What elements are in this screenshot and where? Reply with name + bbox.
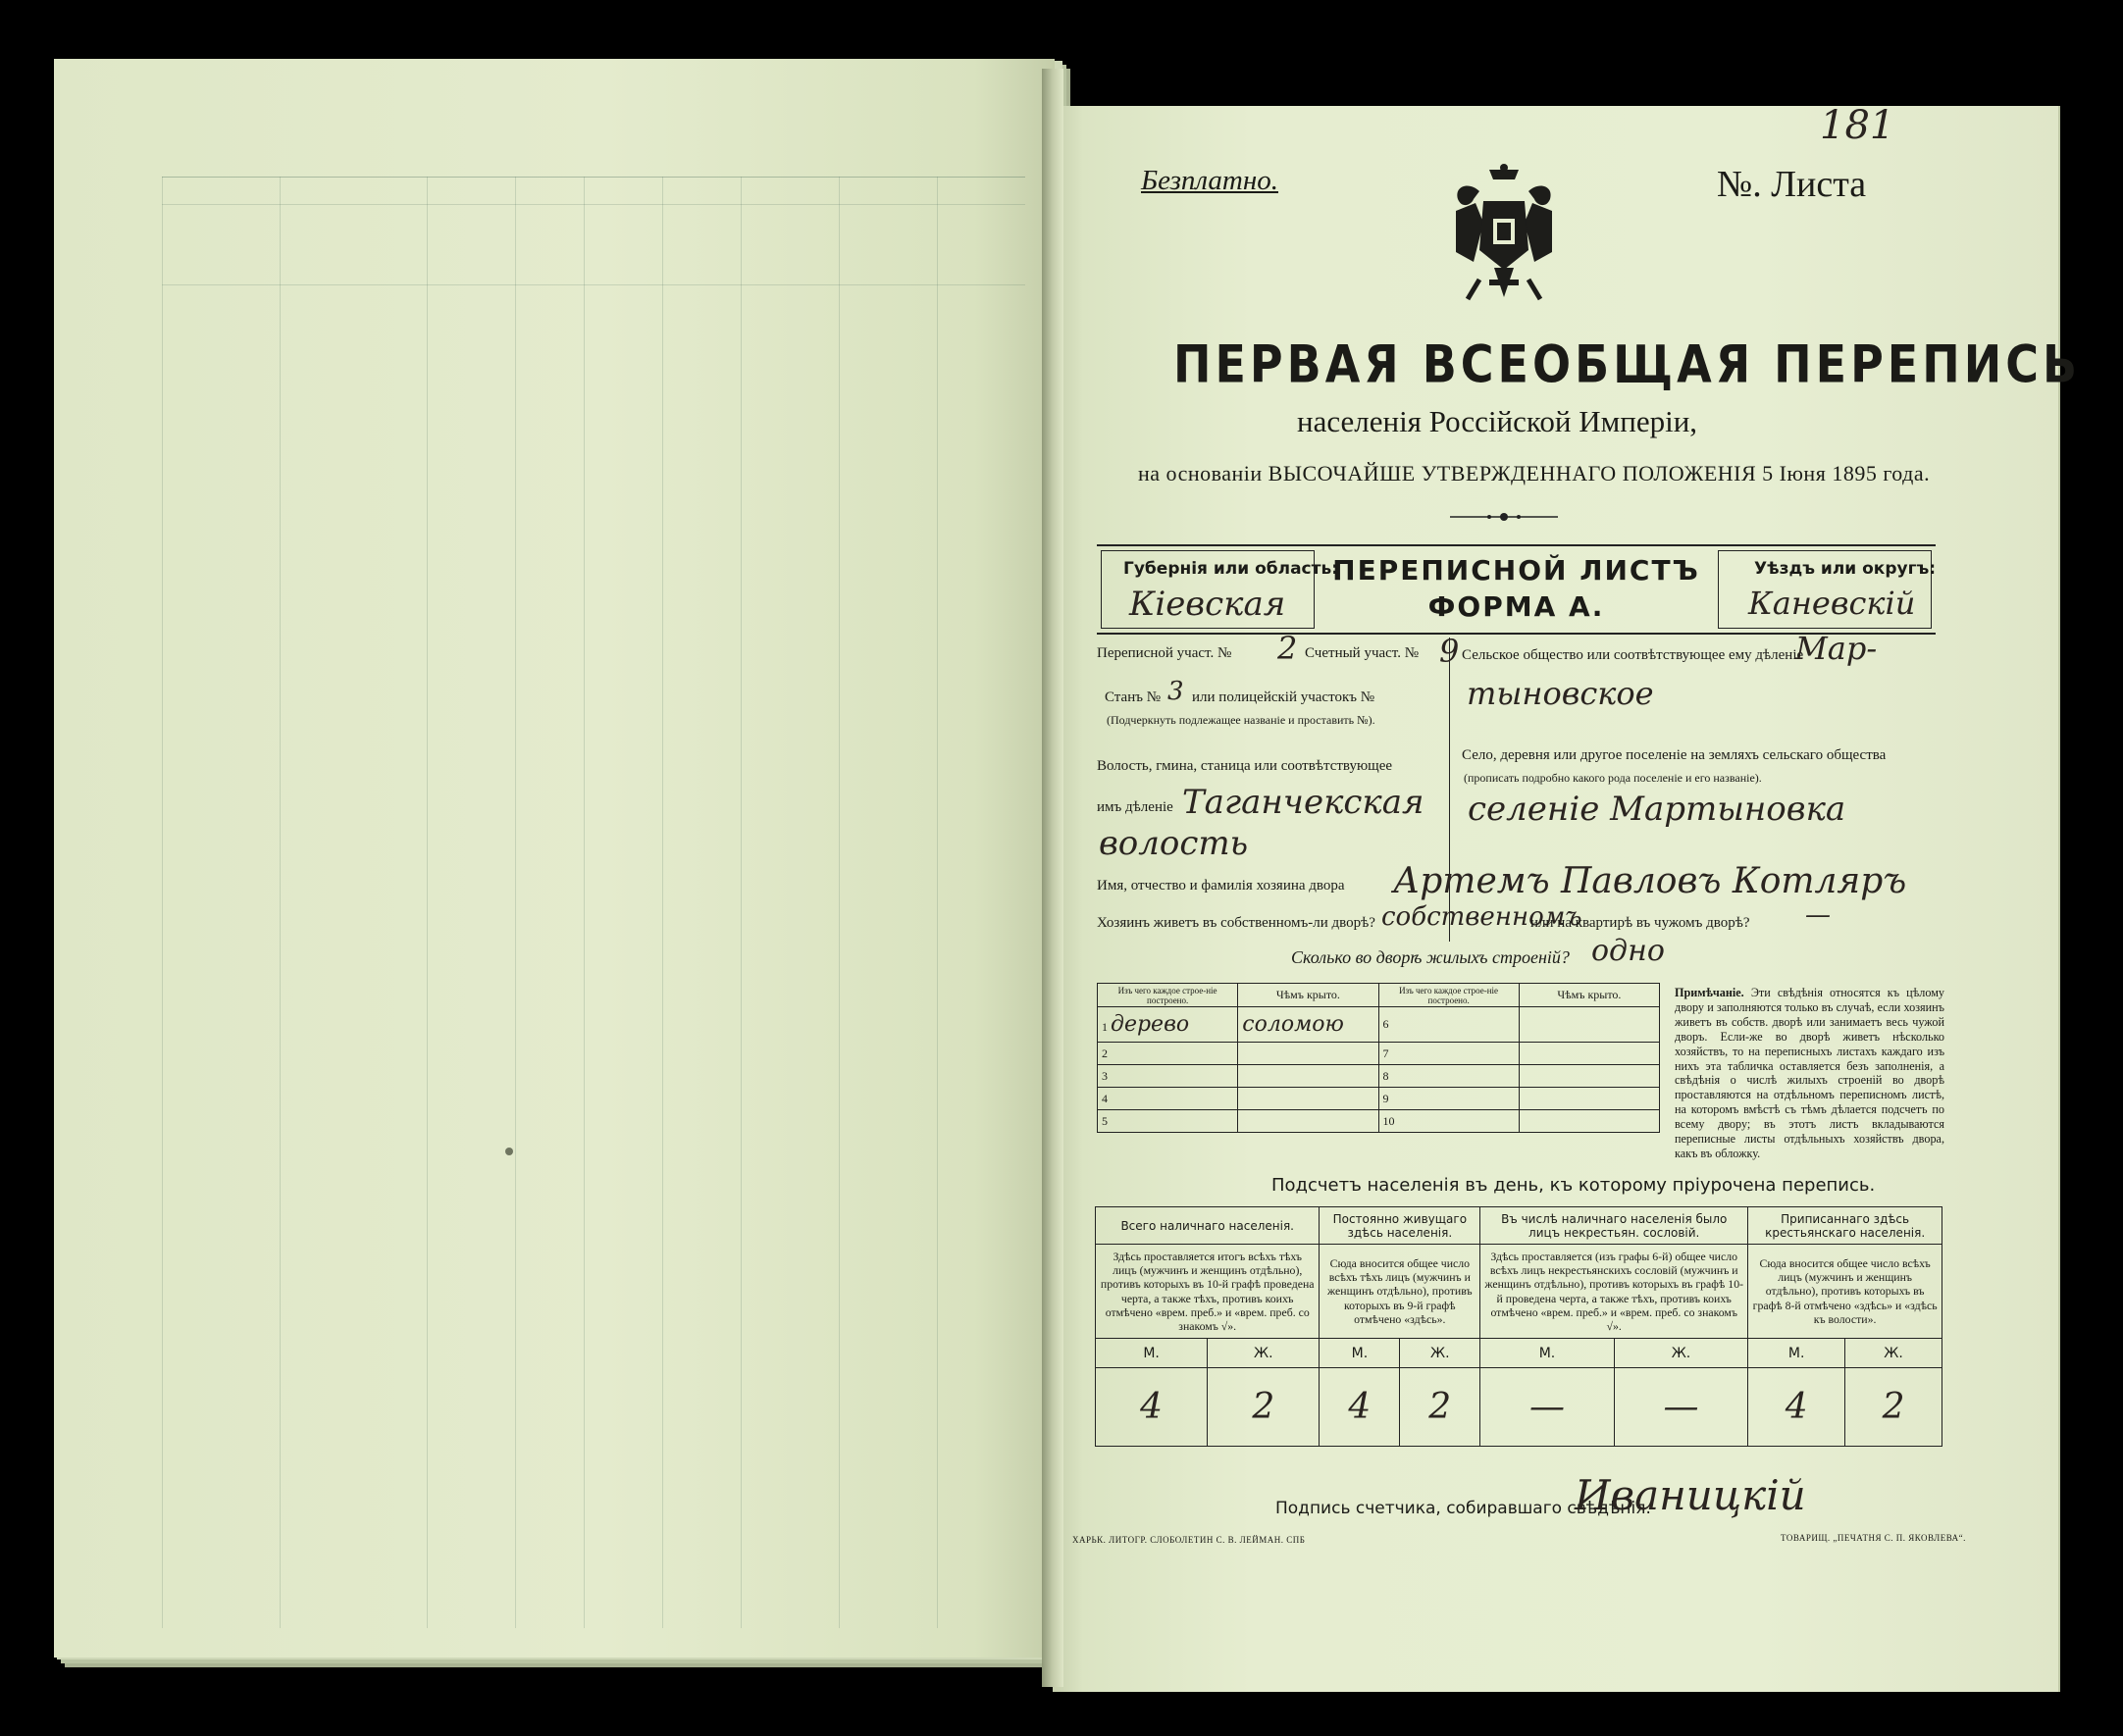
desc-registered-peasant: Сюда вносится общее число всѣхъ лицъ (мужчинъ и женщинъ отдѣльно), противъ которыхъ въ графѣ 8-й отмѣчено «здѣсь» и «здѣсь къ волости». <box>1748 1245 1942 1339</box>
village-value: селеніе Мартыновка <box>1468 790 1846 829</box>
province-value: Кіевская <box>1129 585 1286 624</box>
owner-value: Артемъ Павловъ Котляръ <box>1393 861 1907 901</box>
ghost-rule <box>162 177 1025 178</box>
material-cell: 4 <box>1098 1088 1238 1110</box>
stan-label: Станъ № <box>1105 689 1162 705</box>
value-cell: — <box>1480 1368 1615 1447</box>
ghost-rule <box>515 177 516 1628</box>
col-female: Ж. <box>1400 1339 1480 1368</box>
ghost-rule <box>427 177 428 1628</box>
roof-cell <box>1238 1043 1378 1065</box>
village-note: (прописать подробно какого рода поселеніе и его названіе). <box>1464 771 1762 785</box>
buildings-count-value: одно <box>1591 934 1665 968</box>
roof-cell <box>1519 1065 1659 1088</box>
book-spine <box>1042 69 1063 1687</box>
buildings-table <box>1097 983 1660 1133</box>
form-title-block <box>1319 554 1714 623</box>
signature-label: Подпись счетчика, собиравшаго свѣдѣнія. <box>1275 1499 1651 1518</box>
header-non-peasant: Въ числѣ наличнаго населенія было лицъ некрестьян. сословій. <box>1480 1207 1748 1245</box>
value-cell: 2 <box>1208 1368 1320 1447</box>
signature-value: Иваницкій <box>1575 1471 1806 1519</box>
underline-note: (Подчеркнуть подлежащее названіе и проставить №). <box>1107 713 1375 727</box>
ghost-rule <box>584 177 585 1628</box>
col-male: М. <box>1096 1339 1208 1368</box>
bleed-through-table <box>162 177 1025 433</box>
value-cell: — <box>1614 1368 1748 1447</box>
province-label: Губернія или область: <box>1123 559 1339 579</box>
province-box <box>1101 550 1339 629</box>
col-male: М. <box>1748 1339 1845 1368</box>
roof-cell <box>1238 1110 1378 1133</box>
material-cell: 9 <box>1378 1088 1519 1110</box>
census-area-label: Переписной участ. № <box>1097 645 1232 661</box>
desc-total-present: Здѣсь проставляется итогъ всѣхъ тѣхъ лицъ (мужчинъ и женщинъ отдѣльно), противъ которыхъ въ 10-й графѣ проведена черта, а также тѣхъ, противъ коихъ отмѣчено «врем. преб.» и «врем. преб. со знакомъ √». <box>1096 1245 1320 1339</box>
col-female: Ж. <box>1845 1339 1942 1368</box>
roof-cell <box>1519 1110 1659 1133</box>
district-box <box>1718 550 1937 629</box>
ghost-rule <box>839 177 840 1628</box>
population-totals-table <box>1095 1206 1942 1447</box>
sheet-number-handwritten: 181 <box>1820 103 1895 148</box>
material-cell: 2 <box>1098 1043 1238 1065</box>
value-cell: 4 <box>1748 1368 1845 1447</box>
table-row <box>1098 1088 1660 1110</box>
material-cell: 5 <box>1098 1110 1238 1133</box>
table-row <box>1098 1043 1660 1065</box>
volost-value-2: волость <box>1099 824 1249 863</box>
sheet-label: №. Листа <box>1717 164 1867 205</box>
material-cell: 8 <box>1378 1065 1519 1088</box>
district-label: Уѣздъ или округъ: <box>1754 559 1937 579</box>
footnote-head: Примѣчаніе. <box>1675 986 1744 999</box>
table-row <box>1098 1110 1660 1133</box>
col-female: Ж. <box>1208 1339 1320 1368</box>
col-roof-header: Чѣмъ крыто. <box>1238 984 1378 1007</box>
free-label: Безплатно. <box>1141 165 1278 196</box>
roof-cell <box>1238 1065 1378 1088</box>
stan-value: 3 <box>1167 677 1184 706</box>
table-row <box>1098 1065 1660 1088</box>
roof-cell <box>1519 1043 1659 1065</box>
ghost-rule <box>280 177 281 1628</box>
village-label: Село, деревня или другое поселеніе на земляхъ сельскаго общества <box>1462 747 1887 763</box>
roof-cell <box>1519 1088 1659 1110</box>
double-headed-eagle-emblem <box>1450 162 1558 309</box>
volost-label: Волость, гмина, станица или соотвѣтствующее <box>1097 758 1393 774</box>
header-permanent: Постоянно живущаго здѣсь населенія. <box>1320 1207 1480 1245</box>
totals-title: Подсчетъ населенія въ день, къ которому пріурочена перепись. <box>1271 1175 1876 1196</box>
ghost-rule <box>162 284 1025 285</box>
sheet-number <box>1717 163 1866 206</box>
divider-ornament <box>1450 510 1558 524</box>
ghost-rule <box>741 177 742 1628</box>
owner-label: Имя, отчество и фамилія хозяина двора <box>1097 878 1345 894</box>
form-header-box <box>1097 544 1936 635</box>
roof-cell: соломою <box>1238 1007 1378 1043</box>
ghost-rule <box>162 204 1025 205</box>
rural-society-label: Сельское общество или соотвѣтствующее ему дѣленіе <box>1462 647 1804 663</box>
census-area-value: 2 <box>1277 630 1298 667</box>
rural-society-value: Мар- <box>1795 630 1878 667</box>
value-cell: 4 <box>1320 1368 1400 1447</box>
material-cell: 3 <box>1098 1065 1238 1088</box>
col-material-header-2: Изъ чего каждое строе-ніе построено. <box>1378 984 1519 1007</box>
header-registered-peasant: Приписаннаго здѣсь крестьянскаго населенія. <box>1748 1207 1942 1245</box>
material-cell: 6 <box>1378 1007 1519 1043</box>
district-value: Каневскій <box>1748 585 1916 622</box>
volost-value: Таганчекская <box>1182 783 1424 822</box>
count-area-label: Счетный участ. № <box>1305 645 1420 661</box>
roof-cell <box>1519 1007 1659 1043</box>
form-subtitle: населенія Россійской Имперіи, <box>1297 404 1698 438</box>
count-area-value: 9 <box>1439 633 1460 670</box>
value-cell: 4 <box>1096 1368 1208 1447</box>
volost-label-2: имъ дѣленіе <box>1097 799 1173 815</box>
material-cell: 7 <box>1378 1043 1519 1065</box>
imprint-left: ХАРЬК. ЛИТОГР. СЛОБОЛЕТИН С. В. ЛЕЙМАН. СПБ <box>1072 1535 1306 1545</box>
desc-permanent: Сюда вносится общее число всѣхъ тѣхъ лицъ (мужчинъ и женщинъ отдѣльно), противъ которыхъ въ 9-й графѣ отмѣчено «здѣсь». <box>1320 1245 1480 1339</box>
ghost-rule <box>937 177 938 1628</box>
lives-own-value: собственномъ <box>1381 902 1582 932</box>
lives-rent-value: — <box>1805 900 1831 930</box>
lives-own-label: Хозяинъ живетъ въ собственномъ-ли дворѣ? <box>1097 915 1375 931</box>
value-cell: 2 <box>1845 1368 1942 1447</box>
col-male: М. <box>1320 1339 1400 1368</box>
lives-rent-label: или на квартирѣ въ чужомъ дворѣ? <box>1530 915 1750 931</box>
form-title-line1: ПЕРЕПИСНОЙ ЛИСТЪ <box>1332 554 1700 587</box>
footnote <box>1675 986 1944 1161</box>
footnote-text: Эти свѣдѣнія относятся къ цѣлому двору и заполняются только въ случаѣ, если хозяинъ живетъ въ собств. дворѣ или занимаетъ весь чужой дворъ. Если-же во дворѣ живетъ нѣсколько хозяйствъ, то на переписныхъ листахъ каждаго изъ нихъ эта табличка оставляется безъ заполненія, а свѣдѣнія о числѣ жилыхъ строеній во дворѣ проставляются на отдѣльномъ переписномъ листѣ, на которомъ вмѣстѣ съ тѣмъ дѣлается подсчетъ по всему двору; въ этотъ листъ вкладываются переписные листы отдѣльныхъ хозяйствъ двора, какъ въ обложку. <box>1675 986 1944 1160</box>
table-row <box>1098 1007 1660 1043</box>
buildings-count-label: Сколько во дворѣ жилыхъ строеній? <box>1291 947 1570 967</box>
police-area-label: или полицейскій участокъ № <box>1192 689 1375 705</box>
col-roof-header-2: Чѣмъ крыто. <box>1519 984 1659 1007</box>
desc-non-peasant: Здѣсь проставляется (изъ графы 6-й) общее число всѣхъ лицъ некрестьянскихъ сословій (мужчинъ и женщинъ отдѣльно), противъ которыхъ въ графѣ 10-й проведена черта, а также тѣхъ, противъ коихъ отмѣчено «врем. преб.» и «врем. преб. со знакомъ √». <box>1480 1245 1748 1339</box>
material-cell: 10 <box>1378 1110 1519 1133</box>
imprint-right: ТОВАРИЩ. „ПЕЧАТНЯ С. П. ЯКОВЛЕВА“. <box>1781 1533 1966 1543</box>
legal-basis-line: на основаніи ВЫСОЧАЙШЕ УТВЕРЖДЕННАГО ПОЛОЖЕНІЯ 5 Іюня 1895 года. <box>1138 461 1931 485</box>
rural-society-value-2: тыновское <box>1467 675 1654 712</box>
ghost-rule <box>662 177 663 1628</box>
col-female: Ж. <box>1614 1339 1748 1368</box>
material-cell: 1 дерево <box>1098 1007 1238 1043</box>
col-male: М. <box>1480 1339 1615 1368</box>
col-material-header: Изъ чего каждое строе-ніе построено. <box>1098 984 1238 1007</box>
form-main-title: ПЕРВАЯ ВСЕОБЩАЯ ПЕРЕПИСЬ <box>1173 333 2082 395</box>
value-cell: 2 <box>1400 1368 1480 1447</box>
roof-cell <box>1238 1088 1378 1110</box>
ink-spot <box>505 1148 513 1155</box>
ghost-rule <box>162 177 163 1628</box>
left-page <box>54 59 1055 1658</box>
form-title-line2: ФОРМА А. <box>1427 590 1605 623</box>
header-total-present: Всего наличнаго населенія. <box>1096 1207 1320 1245</box>
